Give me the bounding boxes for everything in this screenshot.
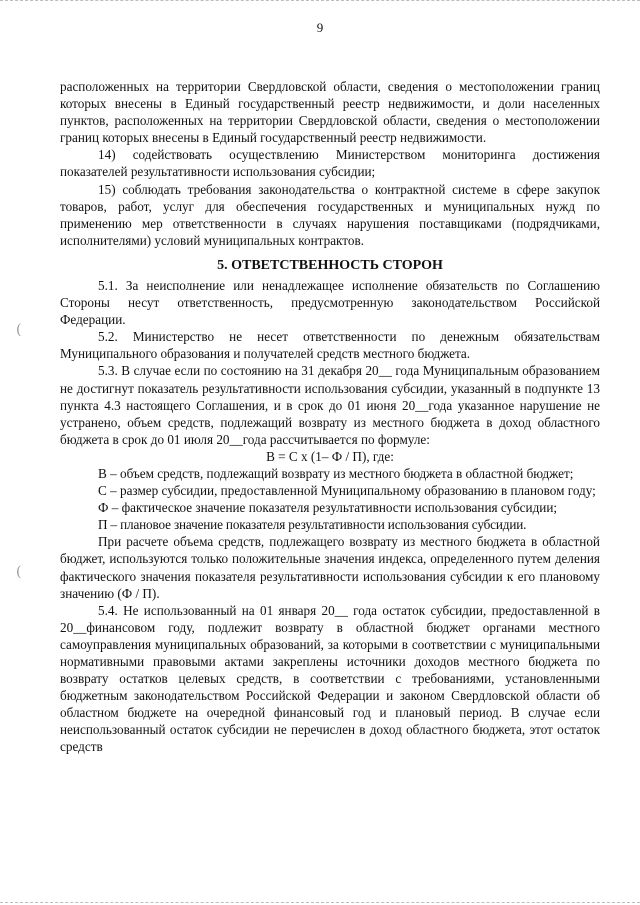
paragraph-continuation: расположенных на территории Свердловской области, сведения о местоположении границ которых внесены в Единый государственный реестр недвижимости, и доли населенных пунктов, расположенных на территории Свердловской области, сведения о местоположении границ которых внесены в Единый государственный реестр недвижимости. [60,79,600,146]
paragraph-5-2: 5.2. Министерство не несет ответственности по денежным обязательствам Муниципального образования и получателей средств местного бюджета. [60,329,600,362]
definition-c: С – размер субсидии, предоставленной Муниципальному образованию в плановом году; [98,483,596,499]
formula: В = С х (1– Ф / П), где: [266,448,394,464]
paragraph-5-1: 5.1. За неисполнение или ненадлежащее исполнение обязательств по Соглашению Стороны несут ответственность, предусмотренную законодательством Российской Федерации. [60,277,600,328]
definition-p: П – плановое значение показателя результативности использования субсидии. [98,517,527,533]
document-body [60,78,600,756]
scan-edge-bottom [0,898,640,903]
section-title: 5. ОТВЕТСТВЕННОСТЬ СТОРОН [217,257,443,273]
margin-mark: ( [16,322,22,338]
definition-b: В – объем средств, подлежащий возврату из местного бюджета в областной бюджет; [98,465,574,481]
paragraph-5-3: 5.3. В случае если по состоянию на 31 декабря 20__ года Муниципальным образованием не достигнут показатель результативности использования субсидии, указанный в подпункте 13 пункта 4.3 настоящего Соглашения, и в срок до 01 июня 20__года указанное нарушение не устранено, объем средств, подлежащий возврату из местного бюджета в доход областного бюджета в срок до 01 июля 20__года рассчитывается по формуле: [60,363,600,447]
page-number: 9 [316,20,324,35]
margin-mark: ( [16,564,22,580]
paragraph-calculation-note: При расчете объема средств, подлежащего возврату из местного бюджета в областной бюджет, используются только положительные значения индекса, определенного путем деления фактического значения показателя результативности использования субсидии к его плановому значению (Ф / П). [60,534,600,601]
paragraph-item-14: 14) содействовать осуществлению Министерством мониторинга достижения показателей результативности использования субсидии; [60,147,600,180]
paragraph-5-4: 5.4. Не использованный на 01 января 20__ года остаток субсидии, предоставленной в 20__финансовом году, подлежит возврату в областной бюджет органами местного самоуправления муниципальных образований, за которыми в соответствии с муниципальными нормативными правовыми актами закреплены источники доходов местного бюджета по возврату остатков целевых средств, в соответствии с требованиями, установленными бюджетным законодательством Российской Федерации и законом Свердловской области об областном бюджете на очередной финансовый год и плановый период. В случае если неиспользованный остаток субсидии не перечислен в доход областного бюджета, этот остаток средств [60,602,600,755]
paragraph-item-15: 15) соблюдать требования законодательства о контрактной системе в сфере закупок товаров, работ, услуг для обеспечения государственных и муниципальных нужд по применению мер ответственности в случаях нарушения поставщиками (подрядчиками, исполнителями) условий муниципальных контрактов. [60,181,600,248]
scan-edge-top [0,0,640,7]
definition-f: Ф – фактическое значение показателя результативности использования субсидии; [98,500,558,516]
